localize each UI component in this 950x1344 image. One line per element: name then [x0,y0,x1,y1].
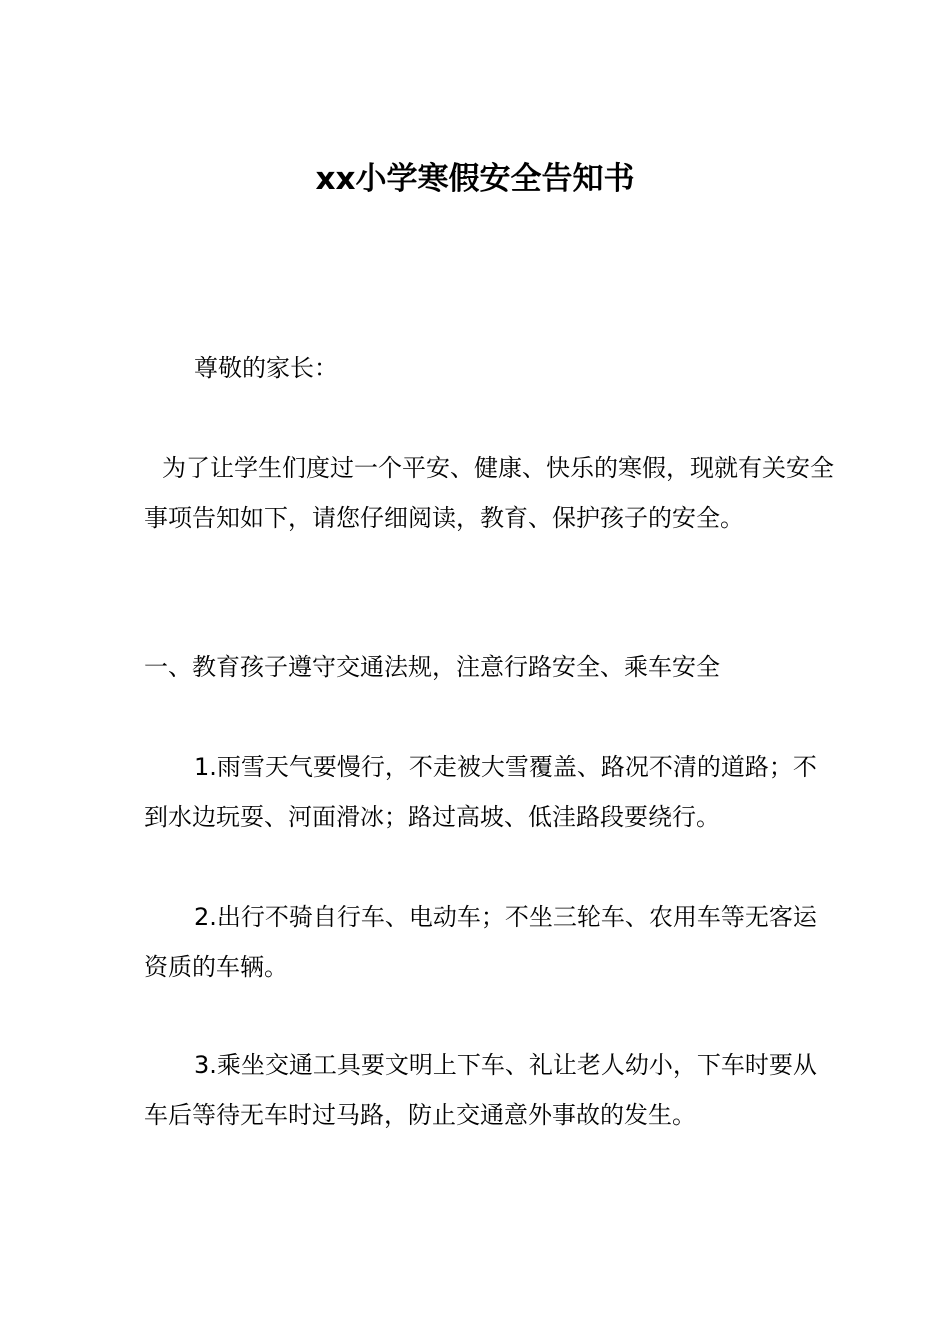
section-item: 1.雨雪天气要慢行，不走被大雪覆盖、路况不清的道路；不到水边玩耍、河面滑冰；路过高坡、低洼路段要绕行。 [144,753,817,831]
greeting: 尊敬的家长： [194,354,338,382]
intro-paragraph: 为了让学生们度过一个平安、健康、快乐的寒假，现就有关安全事项告知如下，请您仔细阅读，教育、保护孩子的安全。 [144,454,834,532]
document-title: xx小学寒假安全告知书 [315,161,635,197]
section-item: 2.出行不骑自行车、电动车；不坐三轮车、农用车等无客运资质的车辆。 [144,903,817,981]
section-item: 3.乘坐交通工具要文明上下车、礼让老人幼小，下车时要从车后等待无车时过马路，防止交通意外事故的发生。 [144,1051,817,1129]
section-heading: 一、教育孩子遵守交通法规，注意行路安全、乘车安全 [144,653,720,681]
